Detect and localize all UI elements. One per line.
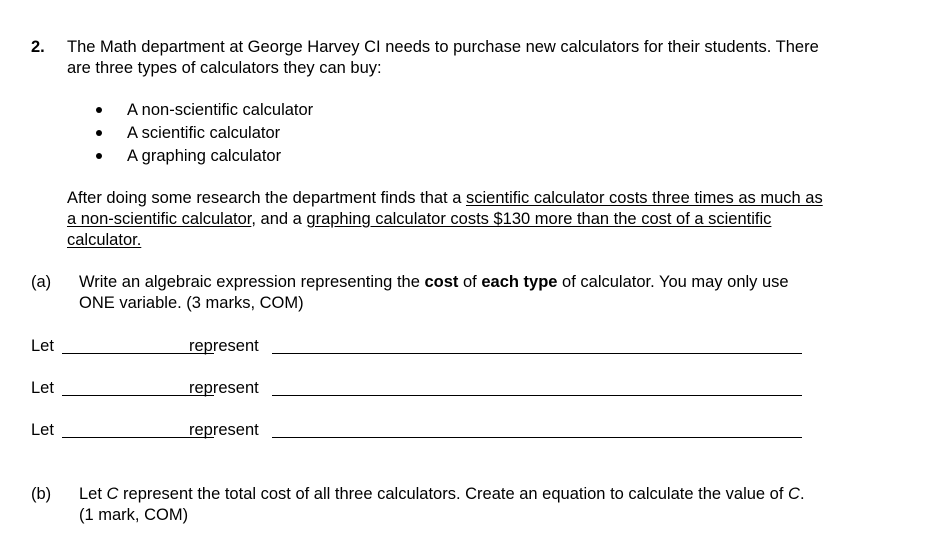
represent-label: represent bbox=[189, 337, 259, 355]
research-line-1: After doing some research the department finds that a scientific calculator costs three times as much as bbox=[67, 189, 823, 207]
part-a-text bbox=[79, 272, 909, 314]
meaning-blank[interactable] bbox=[272, 395, 802, 396]
list-item: A non-scientific calculator bbox=[94, 100, 313, 123]
part-a-label: (a) bbox=[31, 273, 52, 291]
let-row-3 bbox=[31, 420, 811, 442]
meaning-blank[interactable] bbox=[272, 353, 802, 354]
part-b-line-2: (1 mark, COM) bbox=[79, 506, 189, 524]
question-intro bbox=[67, 37, 917, 79]
part-a-line-2: ONE variable. (3 marks, COM) bbox=[79, 294, 304, 312]
let-label: Let bbox=[31, 379, 54, 397]
underlined-text: calculator. bbox=[67, 231, 142, 249]
research-paragraph bbox=[67, 188, 917, 251]
list-item: A scientific calculator bbox=[94, 123, 313, 146]
underlined-text: a non-scientific calculator bbox=[67, 210, 252, 228]
question-intro-line-2: are three types of calculators they can buy: bbox=[67, 59, 382, 77]
represent-label: represent bbox=[189, 421, 259, 439]
part-b-line-1: Let C represent the total cost of all three calculators. Create an equation to calculate the value of C. bbox=[79, 485, 805, 503]
meaning-blank[interactable] bbox=[272, 437, 802, 438]
part-a-line-1: Write an algebraic expression representing the cost of each type of calculator. You may only use bbox=[79, 273, 789, 291]
list-item: A graphing calculator bbox=[94, 146, 313, 169]
research-line-3 bbox=[67, 230, 917, 251]
underlined-text: scientific calculator costs three times as much as bbox=[465, 189, 823, 207]
part-b-text bbox=[79, 484, 919, 526]
research-line-2: a non-scientific calculator, and a graphing calculator costs $130 more than the cost of a scientific bbox=[67, 210, 772, 228]
question-intro-line-1: The Math department at George Harvey CI needs to purchase new calculators for their students. There bbox=[67, 38, 819, 56]
bullet-icon bbox=[96, 130, 102, 136]
part-b-label: (b) bbox=[31, 485, 52, 503]
bullet-icon bbox=[96, 107, 102, 113]
let-label: Let bbox=[31, 421, 54, 439]
bullet-icon bbox=[96, 153, 102, 159]
let-row-1 bbox=[31, 336, 811, 358]
let-label: Let bbox=[31, 337, 54, 355]
let-row-2 bbox=[31, 378, 811, 400]
question-number: 2. bbox=[31, 38, 45, 56]
underlined-text: graphing calculator costs $130 more than the cost of a scientific bbox=[306, 210, 772, 228]
represent-label: represent bbox=[189, 379, 259, 397]
calculator-types-list bbox=[94, 100, 313, 169]
